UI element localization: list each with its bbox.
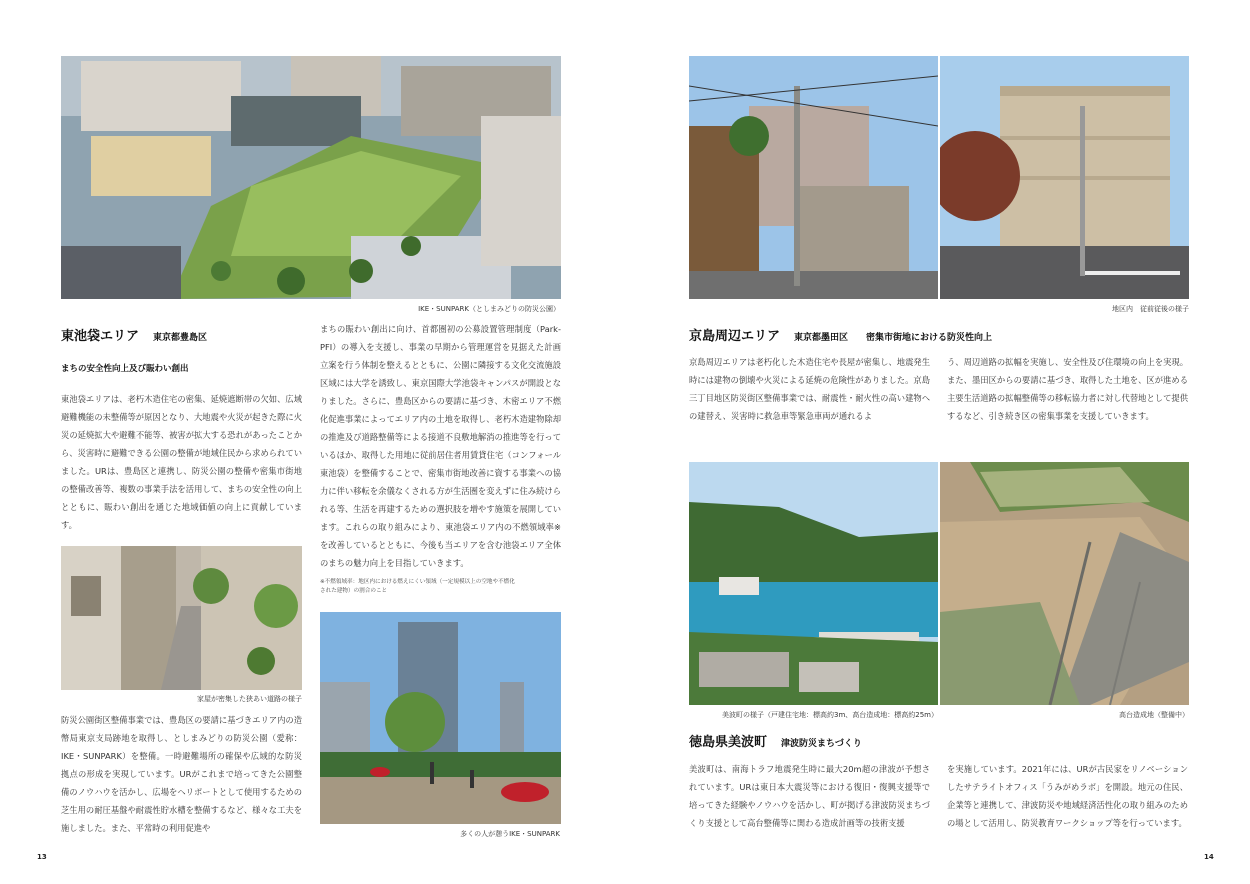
section-title-text: 東池袋エリア [61,329,140,344]
minami-tag: 津波防災まちづくり [781,739,862,749]
body-paragraph-3: まちの賑わい創出に向け、首都圏初の公募設置管理制度（Park-PFI）の導入を支援し、事業の早期から管理運営を見据えた計画立案を行う体制を整えるとともに、公園に隣接する文化交流施設区域には大学を誘致し、東京国際大学池袋キャンパスが開設となりました。さらに、豊島区からの要請に基づき、木密エリア不燃化促進事業によってエリア内の土地を取得し、老朽木造建物除却の推進及び道路整備等による接道不良敷地解消の推進等を行っているほか、取得した用地に従前居住者用賃貸住宅（コンフォール東池袋）を整備することで、密集市街地改善に資する事業への協力に伴い移転を余儀なくされる方が生活圏を変えずに住み続けられる等、生活を再建するための選択肢を増やす施策を展開しています。これらの取り組みにより、東池袋エリア内の不燃領域率※を改善しているとともに、今後も当エリアを含む池袋エリア全体のまちの魅力向上を目指していきます。 [320,324,561,568]
park-aerial-photo [61,56,561,299]
alley-caption: 家屋が密集した狭あい道路の様子 [197,695,302,703]
footnote: ※不燃領域率：地区内における燃えにくい領域（一定規模以上の空地や不燃化された建物）の割合のこと [320,579,515,594]
kyojima-title-text: 京島周辺エリア [689,329,781,344]
minami-caption: 美波町の様子（戸建住宅地：標高約3m、高台造成地：標高約25m） [722,711,938,719]
body-paragraph-1: 東池袋エリアは、老朽木造住宅の密集、延焼遮断帯の欠如、広域避難機能の未整備等が原因となり、大地震や火災が起きた際に火災の延焼拡大や避難不能等、被害が拡大する恐れがあったことから、災害時に避難できる公園の整備が地域住民から求められていました。URは、豊島区と連携し、防災公園の整備や密集市街地の整備改善等、複数の事業手法を活用して、まちの安全性の向上とともに、賑わい創出を通じた地域価値の向上に貢献しています。 [61,394,302,530]
section-title-higashi-ikebukuro [61,325,207,344]
section-location: 東京都豊島区 [153,333,208,343]
park-aerial-caption: IKE・SUNPARK（としまみどりの防災公園） [418,305,560,313]
alley-photo [61,546,302,690]
kyojima-caption: 地区内 従前従後の様子 [1112,305,1189,313]
kyojima-paragraph-2: う、周辺道路の拡幅を実施し、安全性及び住環境の向上を実現。また、墨田区からの要請に基づき、取得した土地を、区が進める主要生活道路の拡幅整備等の移転協力者に対し代替地として提供するなど、引き続き区の密集事業を支援していきます。 [947,357,1188,421]
minami-paragraph-2: を実施しています。2021年には、URが古民家をリノベーションしたサテライトオフィス「うみがめラボ」を開設。地元の住民、企業等と連携して、津波防災や地域経済活性化の取り組みのための場として活用し、防災教育ワークショップ等を行っています。 [947,764,1188,828]
minami-paragraph-1: 美波町は、南海トラフ地震発生時に最大20m超の津波が予想されています。URは東日本大震災等における復旧・復興支援等で培ってきた経験やノウハウを活かし、町が掲げる津波防災まちづくり支援として高台整備等に関わる造成計画等の技術支援 [689,764,930,828]
kyojima-before-photo [689,56,938,299]
park-people-caption: 多くの人が憩うIKE・SUNPARK [460,830,560,838]
page-number-left: 13 [37,853,47,861]
kyojima-paragraph-1: 京島周辺エリアは老朽化した木造住宅や長屋が密集し、地震発生時には建物の倒壊や火災による延焼の危険性がありました。京島三丁目地区防災街区整備事業では、耐震性・耐火性の高い建物への建替え、災害時に救急車等緊急車両が通れるよ [689,357,930,421]
takadai-caption: 高台造成地（整備中） [1119,711,1189,719]
section-title-minami [689,731,862,750]
park-people-photo [320,612,561,824]
takadai-photo [940,462,1189,705]
minami-title-text: 徳島県美波町 [689,735,768,750]
kyojima-tag: 密集市街地における防災性向上 [866,333,993,343]
section-title-kyojima [689,325,992,344]
minami-town-photo [689,462,938,705]
body-paragraph-2: 防災公園街区整備事業では、豊島区の要請に基づきエリア内の造幣局東京支局跡地を取得し、としまみどりの防災公園（愛称：IKE・SUNPARK）を整備。一時避難場所の確保や広域的な防災拠点の形成を実現しています。URがこれまで培ってきた公園整備のノウハウを活かし、広場をヘリポートとして使用するための芝生用の耐圧基盤や耐震性貯水槽を整備するなど、様々な工夫を施しました。また、平常時の利用促進や [61,715,302,833]
page-number-right: 14 [1204,853,1214,861]
kyojima-after-photo [940,56,1189,299]
kyojima-location: 東京都墨田区 [794,333,849,343]
section-lead: まちの安全性向上及び賑わい創出 [61,364,189,374]
